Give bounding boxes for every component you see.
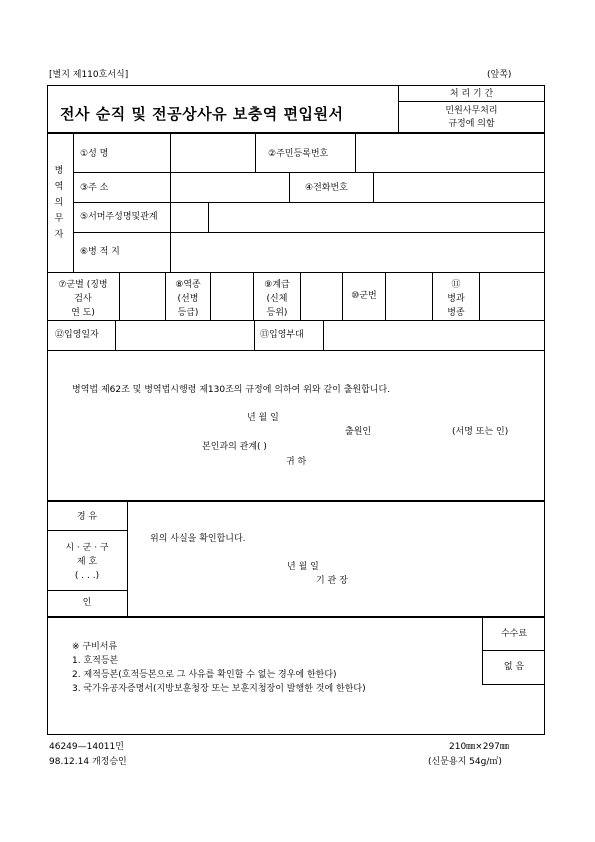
office-block: 시 · 군 · 구 제 호 ( . . .) <box>65 543 109 581</box>
via-label: 경 유 <box>76 512 98 522</box>
rank-label: ⑨계급 (신체 등위) <box>264 280 290 318</box>
addressee: 귀 하 <box>286 457 307 467</box>
fee-value: 없 음 <box>503 662 525 672</box>
paper-size: 210㎜×297㎜ <box>449 742 509 752</box>
document-item: 1. 호적등본 <box>72 656 119 666</box>
service-number-label: ⑩군번 <box>351 291 377 301</box>
documents-heading: ※ 구비서류 <box>72 642 118 652</box>
name-label: ①성 명 <box>80 149 109 159</box>
fee-label: 수수료 <box>500 629 528 639</box>
phone-field[interactable] <box>374 173 544 201</box>
confirm-text: 위의 사실을 확인합니다. <box>150 534 246 544</box>
section-label-conscript: 병 역 의 무 자 <box>54 166 64 240</box>
form-title: 전사 순직 및 전공상사유 보충역 편입원서 <box>60 105 344 123</box>
householder-label: ⑤서머주성명및관계 <box>80 212 158 222</box>
declaration-date: 년 월 일 <box>247 413 279 423</box>
approval-date: 98.12.14 개정승인 <box>49 757 127 767</box>
enlist-date-label: ⑫입영일자 <box>55 330 99 340</box>
corps-field[interactable] <box>480 273 544 319</box>
processing-period-label: 처 리 기 간 <box>449 89 494 99</box>
address-field[interactable] <box>171 173 289 201</box>
resident-no-field[interactable] <box>356 134 544 170</box>
corps-label: ⑪ 병과 병종 <box>447 280 465 318</box>
address-label: ③주 소 <box>80 183 109 193</box>
seal-mark: 인 <box>82 598 92 608</box>
agency-head: 기 관 장 <box>316 576 348 586</box>
branch-label: ⑦군별 (징병 검사 연 도) <box>58 280 108 318</box>
householder-field[interactable] <box>209 203 544 231</box>
relation-field: 본인과의 관계( ) <box>202 442 267 452</box>
paper-type: (신문용지 54g/㎡) <box>428 757 502 767</box>
registry-field[interactable] <box>171 233 544 271</box>
form-number: [별지 제110호서식] <box>49 70 129 80</box>
resident-no-label: ②주민등록번호 <box>268 149 329 159</box>
phone-label: ④전화번호 <box>305 183 348 193</box>
form-code: 46249—14011민 <box>49 742 124 752</box>
rank-field[interactable] <box>301 273 342 319</box>
branch-field[interactable] <box>120 273 165 319</box>
document-item: 3. 국가유공자증명서(지방보훈청장 또는 보훈지청장이 발행한 것에 한한다) <box>72 684 366 694</box>
declaration-text: 병역법 제62조 및 병역법시행령 제130조의 규정에 의하여 위와 같이 출원합니다. <box>72 385 391 395</box>
processing-period-line2: 규정에 의함 <box>448 119 495 129</box>
name-field[interactable] <box>171 134 255 170</box>
service-label: ⑧역종 (선병 등급) <box>175 280 201 318</box>
service-field[interactable] <box>211 273 253 319</box>
confirm-date: 년 월 일 <box>287 562 319 572</box>
signature-note: (서명 또는 인) <box>452 427 509 437</box>
enlist-unit-label: ⑬입영부대 <box>260 330 304 340</box>
processing-period-line1: 민원사무처리 <box>445 106 498 116</box>
enlist-unit-field[interactable] <box>324 321 544 349</box>
registry-label: ⑥병 적 지 <box>80 247 120 257</box>
page-side-label: (앞쪽) <box>487 70 512 80</box>
document-item: 2. 제적등본(호적등본으로 그 사유를 확인할 수 없는 경우에 한한다) <box>72 670 337 680</box>
applicant-label: 출원인 <box>345 427 372 437</box>
service-number-field[interactable] <box>386 273 432 319</box>
enlist-date-field[interactable] <box>116 321 254 349</box>
